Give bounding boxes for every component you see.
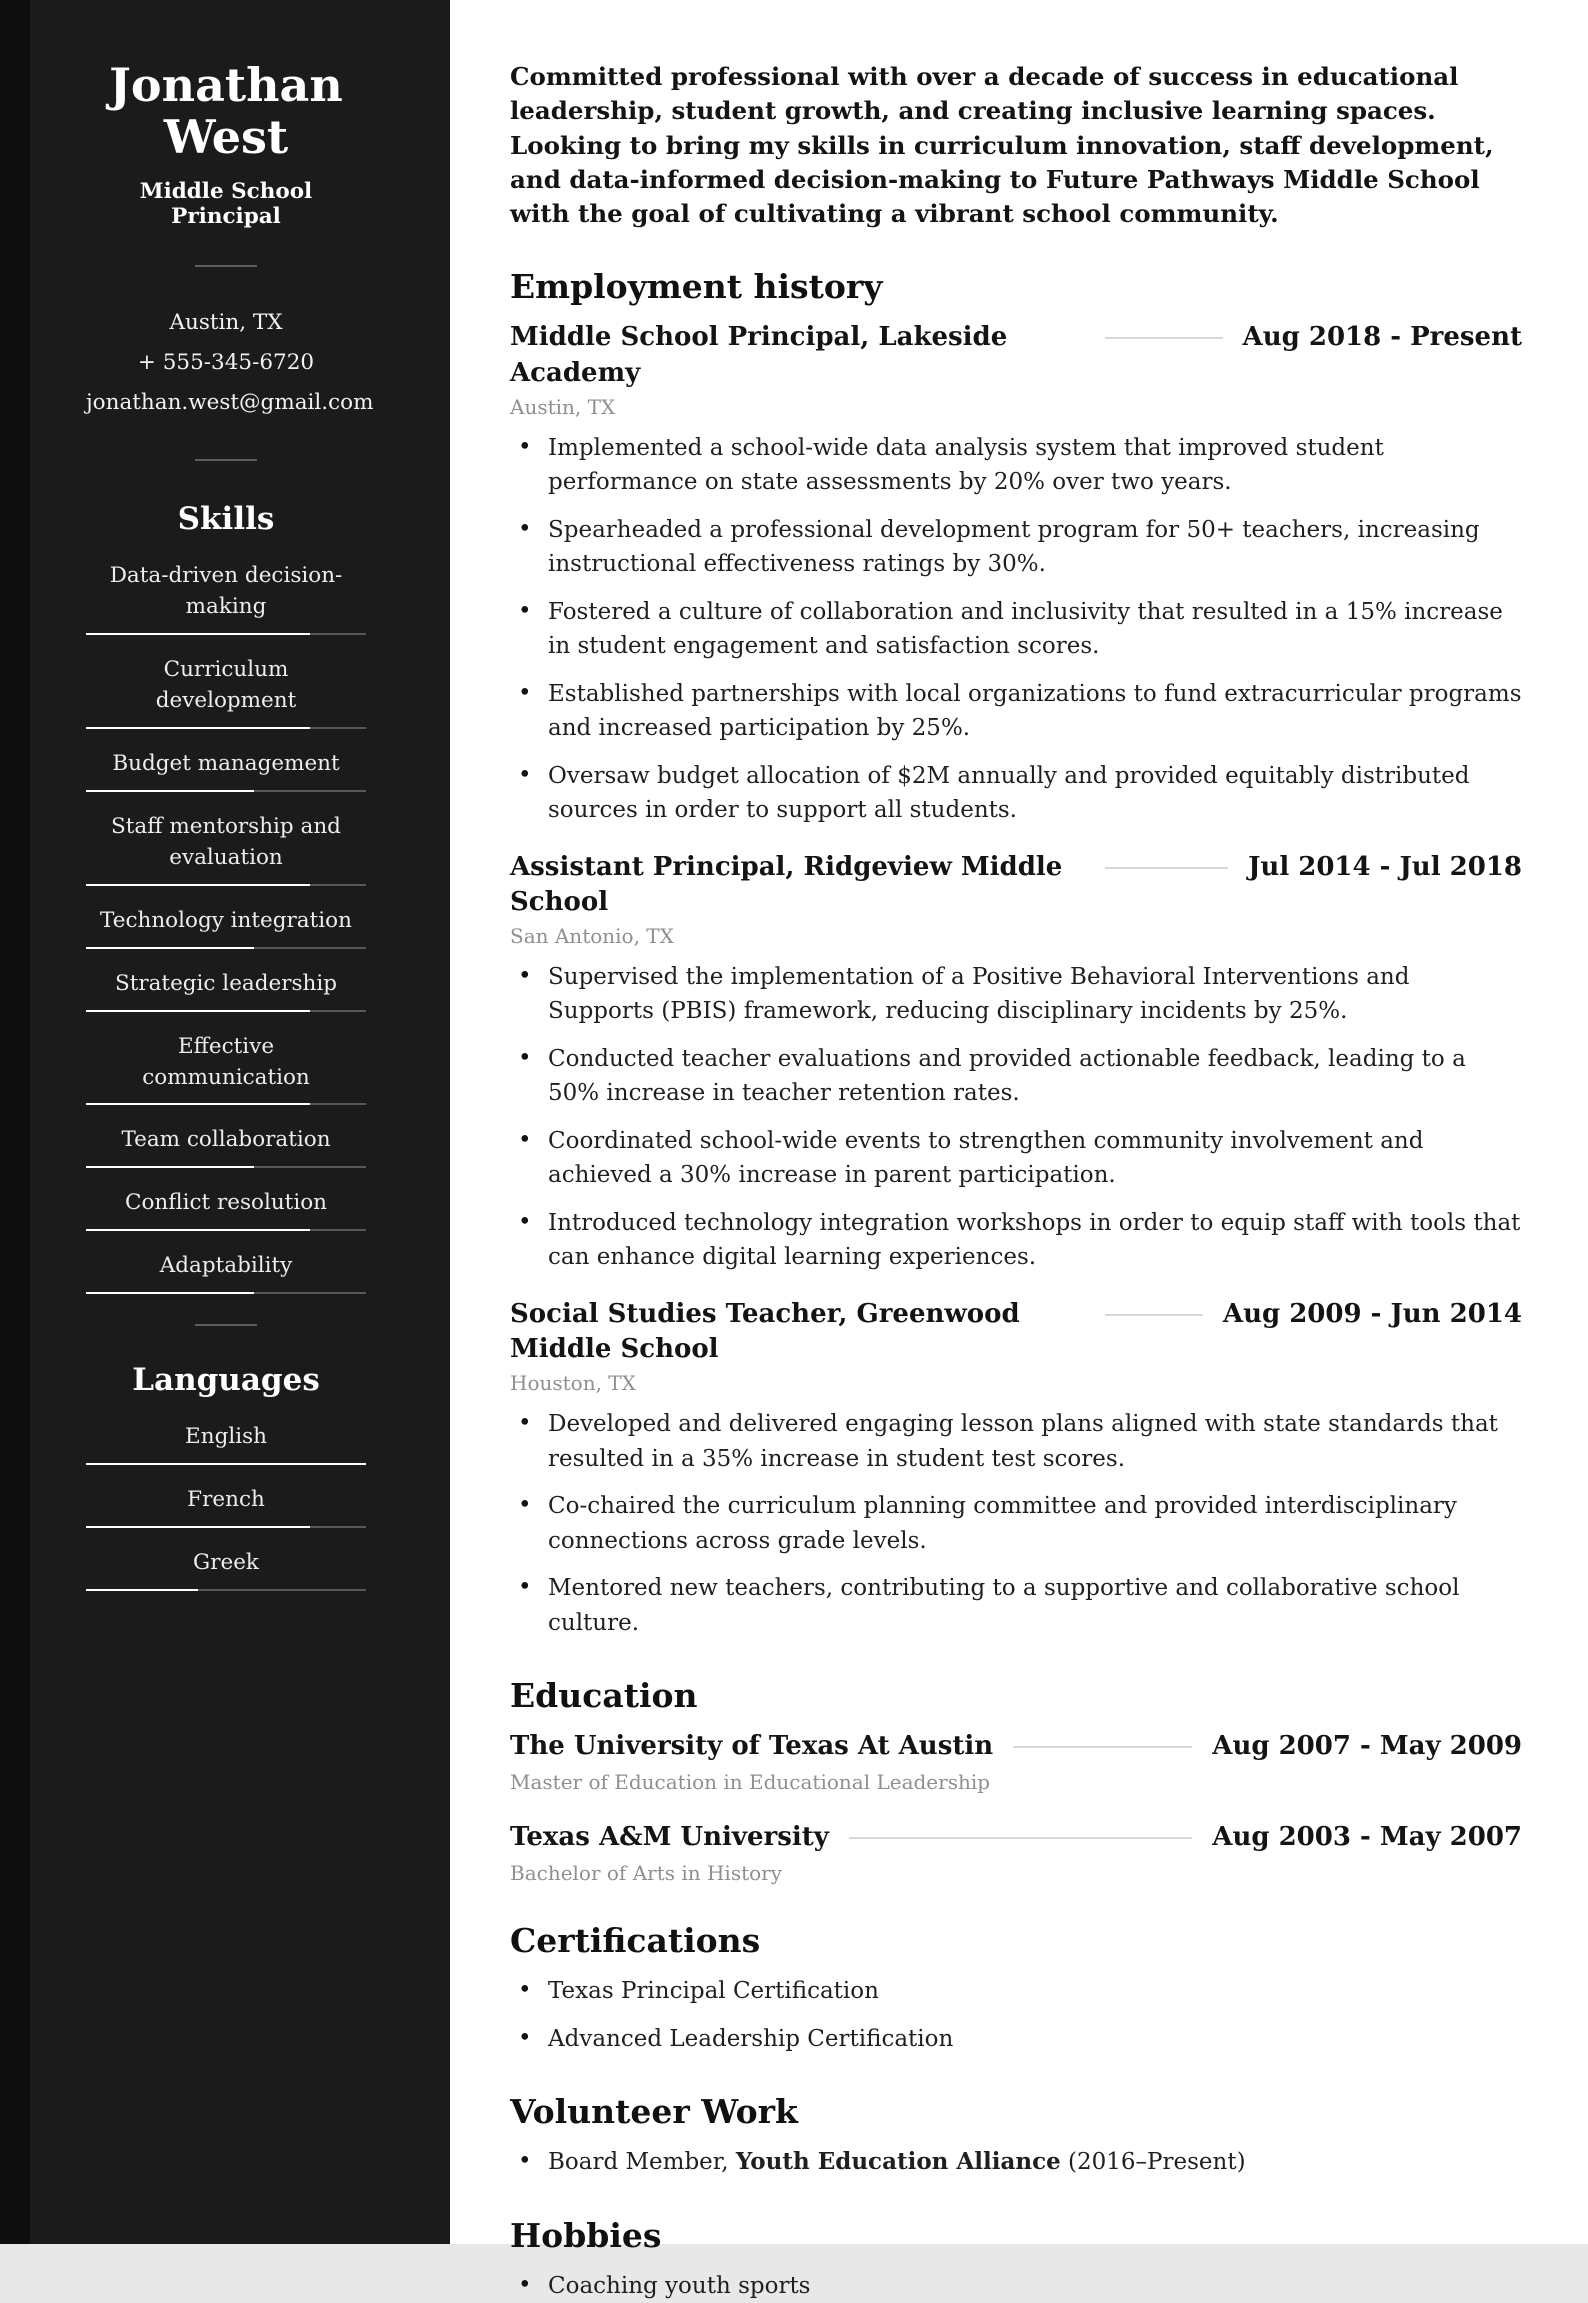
skill-label: Budget management [112, 750, 340, 776]
skill-item [86, 561, 366, 635]
school-name: The University of Texas At Austin [510, 1731, 994, 1762]
languages-heading: Languages [132, 1362, 320, 1399]
language-level-fill [86, 1589, 198, 1591]
job-bullet: • Coordinated school-wide events to strengthen community involvement and achieved a 30% increase in parent participation. [510, 1124, 1522, 1193]
contact-block [86, 303, 374, 423]
job-title: Assistant Principal, Ridgeview Middle School [510, 851, 1063, 917]
page-edge-strip [0, 0, 30, 2244]
title-date-separator [1105, 867, 1228, 869]
education-entry [510, 1729, 1522, 1794]
skill-label: Effective communication [142, 1033, 310, 1090]
skill-label: Technology integration [100, 907, 352, 933]
language-item [86, 1548, 366, 1591]
skill-level-bar [86, 1103, 366, 1105]
skill-level-bar [86, 884, 366, 886]
job-bullet: • Supervised the implementation of a Positive Behavioral Interventions and Supports (PBIS) framework, reducing disciplinary incidents by 25%. [510, 960, 1522, 1029]
skill-level-fill [86, 1166, 254, 1168]
skill-label: Staff mentorship and evaluation [111, 813, 341, 870]
volunteer-item [510, 2145, 1522, 2180]
volunteer-organization: Youth Education Alliance [735, 2148, 1061, 2176]
skill-level-bar [86, 790, 366, 792]
job-dates: Jul 2014 - Jul 2018 [1248, 851, 1522, 882]
skill-item [86, 749, 366, 792]
skill-level-fill [86, 727, 310, 729]
title-date-separator [849, 1837, 1192, 1839]
contact-phone: + 555-345-6720 [137, 350, 315, 376]
skill-label: Curriculum development [155, 656, 297, 713]
employment-heading: Employment history [510, 267, 883, 307]
job-dates: Aug 2009 - Jun 2014 [1222, 1298, 1522, 1329]
certifications-list [510, 1974, 1522, 2056]
sidebar-divider [195, 459, 257, 461]
skill-label: Adaptability [159, 1253, 293, 1279]
skill-level-fill [86, 1229, 310, 1231]
language-level-fill [86, 1463, 366, 1465]
job-bullet: • Conducted teacher evaluations and provided actionable feedback, leading to a 50% increase in teacher retention rates. [510, 1042, 1522, 1111]
candidate-first-name: Jonathan [109, 58, 343, 112]
education-heading: Education [510, 1676, 698, 1716]
education-entry [510, 1820, 1522, 1885]
job-bullets [510, 431, 1522, 828]
skill-level-fill [86, 633, 310, 635]
job-entry [510, 1297, 1522, 1640]
degree-name: Master of Education in Educational Leadership [510, 1770, 991, 1795]
skill-item [86, 1188, 366, 1231]
language-level-bar [86, 1526, 366, 1528]
job-title: Middle School Principal, Lakeside Academy [510, 322, 1008, 388]
sidebar-divider [195, 265, 257, 267]
language-label: French [187, 1487, 265, 1513]
job-title: Social Studies Teacher, Greenwood Middle School [510, 1298, 1020, 1364]
skill-level-bar [86, 1010, 366, 1012]
degree-name: Bachelor of Arts in History [510, 1861, 783, 1886]
skill-level-fill [86, 947, 254, 949]
profile-summary: Committed professional with over a decade of success in educational leadership, student growth, and creating inclusive learning spaces. Looking to bring my skills in curriculum innovation, staff development, and data-informed decision-making to Future Pathways Middle School with the goal of cultivating a vibrant school community. [510, 62, 1494, 229]
skill-level-bar [86, 1229, 366, 1231]
hobby-item: • Coaching youth sports [510, 2269, 1522, 2303]
volunteer-list [510, 2145, 1522, 2180]
job-bullet: • Spearheaded a professional development program for 50+ teachers, increasing instructional effectiveness ratings by 30%. [510, 513, 1522, 582]
title-date-separator [1013, 1746, 1192, 1748]
skill-level-bar [86, 947, 366, 949]
skill-level-fill [86, 1292, 254, 1294]
skill-item [86, 1251, 366, 1294]
certification-item: • Advanced Leadership Certification [510, 2022, 1522, 2057]
job-dates: Aug 2018 - Present [1242, 322, 1522, 353]
language-item [86, 1422, 366, 1465]
skill-level-bar [86, 1292, 366, 1294]
school-name: Texas A&M University [510, 1822, 829, 1853]
skill-item [86, 969, 366, 1012]
sidebar [0, 0, 450, 2244]
skill-label: Strategic leadership [114, 970, 338, 996]
contact-email: jonathan.west@gmail.com [86, 390, 374, 415]
skill-item [86, 906, 366, 949]
language-level-bar [86, 1463, 366, 1465]
skills-list [86, 561, 366, 1294]
title-date-separator [1105, 1314, 1203, 1316]
certifications-heading: Certifications [510, 1921, 761, 1961]
job-bullet: • Introduced technology integration workshops in order to equip staff with tools that can enhance digital learning experiences. [510, 1206, 1522, 1275]
sidebar-content [86, 0, 374, 1591]
job-entry [510, 850, 1522, 1275]
skill-level-bar [86, 1166, 366, 1168]
certification-item: • Texas Principal Certification [510, 1974, 1522, 2009]
job-bullet: • Mentored new teachers, contributing to a supportive and collaborative school culture. [510, 1571, 1522, 1640]
skill-label: Conflict resolution [125, 1190, 327, 1216]
candidate-job-title: Middle School Principal [139, 179, 313, 230]
job-bullet: • Implemented a school-wide data analysis system that improved student performance on state assessments by 20% over two years. [510, 431, 1522, 500]
skill-level-fill [86, 1103, 310, 1105]
title-date-separator [1105, 337, 1223, 339]
volunteer-dates: (2016–Present) [1060, 2149, 1246, 2176]
skill-item [86, 1032, 366, 1106]
education-header [510, 1820, 1522, 1855]
skill-level-bar [86, 727, 366, 729]
skill-level-fill [86, 790, 254, 792]
job-bullet: • Fostered a culture of collaboration and inclusivity that resulted in a 15% increase in student engagement and satisfaction scores. [510, 595, 1522, 664]
job-bullet: • Developed and delivered engaging lesson plans aligned with state standards that resulted in a 35% increase in student test scores. [510, 1407, 1522, 1476]
job-header [510, 850, 1522, 920]
education-dates: Aug 2003 - May 2007 [1212, 1822, 1522, 1853]
skill-level-bar [86, 633, 366, 635]
job-location: Austin, TX [510, 394, 616, 419]
skill-item [86, 655, 366, 729]
hobbies-list [510, 2269, 1522, 2303]
skill-item [86, 1125, 366, 1168]
hobbies-heading: Hobbies [510, 2215, 662, 2255]
job-bullet: • Established partnerships with local organizations to fund extracurricular programs and increased participation by 25%. [510, 677, 1522, 746]
skill-level-fill [86, 1010, 310, 1012]
skill-label: Data-driven decision-making [109, 562, 343, 619]
job-bullet: • Oversaw budget allocation of $2M annually and provided equitably distributed sources in order to support all students. [510, 759, 1522, 828]
skills-heading: Skills [177, 500, 275, 537]
main-content [450, 0, 1588, 2299]
skill-level-fill [86, 884, 310, 886]
candidate-name [86, 60, 366, 163]
skill-label: Team collaboration [121, 1127, 331, 1153]
job-bullets [510, 1407, 1522, 1640]
job-header [510, 1297, 1522, 1367]
job-header [510, 320, 1522, 390]
language-level-bar [86, 1589, 366, 1591]
job-location: San Antonio, TX [510, 923, 674, 948]
language-label: English [185, 1424, 267, 1450]
language-level-fill [86, 1526, 310, 1528]
candidate-last-name: West [163, 109, 289, 164]
contact-location: Austin, TX [169, 310, 283, 336]
education-dates: Aug 2007 - May 2009 [1212, 1731, 1522, 1762]
sidebar-divider [195, 1324, 257, 1326]
languages-list [86, 1422, 366, 1591]
volunteer-heading: Volunteer Work [510, 2092, 798, 2132]
job-bullet: • Co-chaired the curriculum planning committee and provided interdisciplinary connections across grade levels. [510, 1489, 1522, 1558]
job-entry [510, 320, 1522, 827]
job-location: Houston, TX [510, 1371, 636, 1396]
skill-item [86, 812, 366, 886]
language-item [86, 1485, 366, 1528]
job-bullets [510, 960, 1522, 1275]
education-header [510, 1729, 1522, 1764]
language-label: Greek [193, 1550, 259, 1576]
volunteer-role: Board Member, [548, 2149, 736, 2176]
